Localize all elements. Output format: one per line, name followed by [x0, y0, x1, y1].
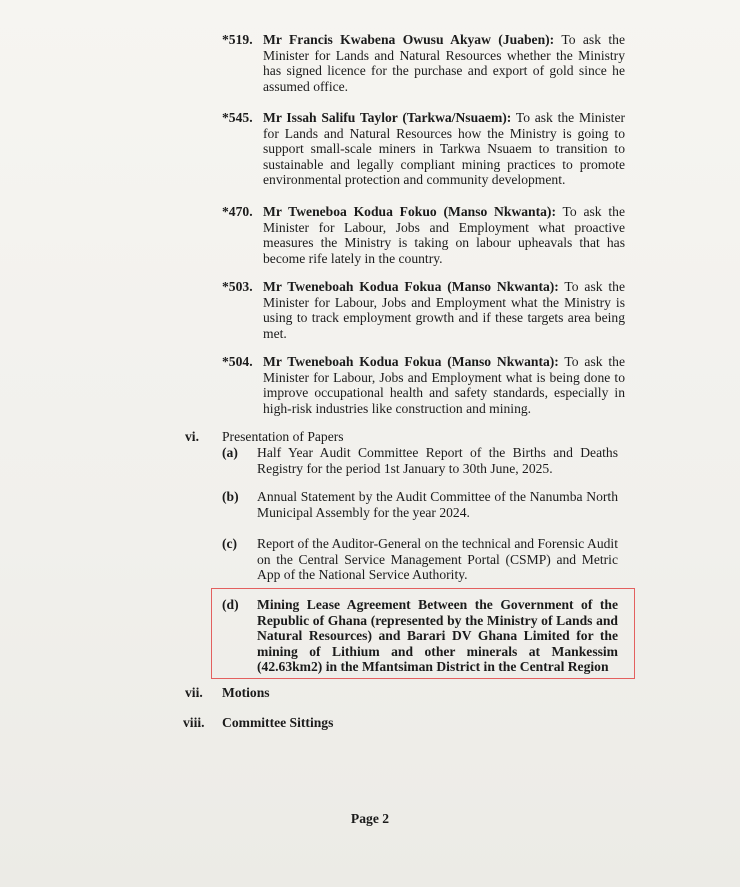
item-label: (c) — [222, 536, 238, 551]
paper-item-a — [222, 445, 618, 476]
question-number: *519. — [222, 32, 253, 47]
section-numeral: vi. — [185, 429, 199, 444]
paper-item-c — [222, 536, 618, 583]
item-label: (d) — [222, 597, 239, 612]
question-545 — [222, 110, 625, 188]
section-numeral: vii. — [185, 685, 203, 700]
paper-item-b — [222, 489, 618, 520]
question-asker: Mr Tweneboah Kodua Fokua (Manso Nkwanta): — [263, 354, 559, 369]
item-text: Annual Statement by the Audit Committee of the Nanumba North Municipal Assembly for the year 2024. — [257, 489, 618, 520]
item-text: Mining Lease Agreement Between the Government of the Republic of Ghana (represented by the Ministry of Lands and Natural Resources) and Barari DV Ghana Limited for the mining of Lithium and other minerals at Mankessim (42.63km2) in the Mfantsiman District in the Central Region — [257, 597, 618, 675]
section-title: Presentation of Papers — [222, 429, 344, 444]
question-519 — [222, 32, 625, 94]
question-470 — [222, 204, 625, 266]
paper-item-d — [222, 597, 618, 675]
question-asker: Mr Issah Salifu Taylor (Tarkwa/Nsuaem): — [263, 110, 512, 125]
question-number: *504. — [222, 354, 253, 369]
question-asker: Mr Tweneboa Kodua Fokuo (Manso Nkwanta): — [263, 204, 556, 219]
question-number: *470. — [222, 204, 253, 219]
question-text: To ask the Minister for Labour, Jobs and Employment what proactive measures the Ministry is taking on labour upheavals that has become rife lately in the country. — [263, 204, 625, 266]
section-title: Motions — [222, 685, 270, 700]
item-text: Report of the Auditor-General on the technical and Forensic Audit on the Central Service Management Portal (CSMP) and Metric App of the National Service Authority. — [257, 536, 618, 583]
question-text: To ask the Minister for Lands and Natural Resources how the Ministry is going to support small-scale miners in Tarkwa Nsuaem to transition to sustainable and legally compliant mining practices to promote environmental protection and community development. — [263, 110, 626, 188]
item-label: (b) — [222, 489, 239, 504]
section-title: Committee Sittings — [222, 715, 334, 730]
item-label: (a) — [222, 445, 238, 460]
item-text: Half Year Audit Committee Report of the Births and Deaths Registry for the period 1st January to 30th June, 2025. — [257, 445, 618, 476]
question-number: *545. — [222, 110, 253, 125]
question-504 — [222, 354, 625, 416]
section-numeral: viii. — [183, 715, 205, 730]
question-text: To ask the Minister for Lands and Natural Resources whether the Ministry has signed licence for the purchase and export of gold since he assumed office. — [263, 32, 625, 94]
question-text: To ask the Minister for Labour, Jobs and Employment what the Ministry is using to track employment growth and if these targets area being met. — [263, 279, 625, 341]
question-asker: Mr Tweneboah Kodua Fokua (Manso Nkwanta): — [263, 279, 559, 294]
question-text: To ask the Minister for Labour, Jobs and Employment what is being done to improve occupational health and safety standards, especially in high-risk industries like construction and mining. — [263, 354, 625, 416]
question-503 — [222, 279, 625, 341]
page-number: Page 2 — [350, 811, 390, 826]
question-asker: Mr Francis Kwabena Owusu Akyaw (Juaben): — [263, 32, 555, 47]
question-number: *503. — [222, 279, 253, 294]
